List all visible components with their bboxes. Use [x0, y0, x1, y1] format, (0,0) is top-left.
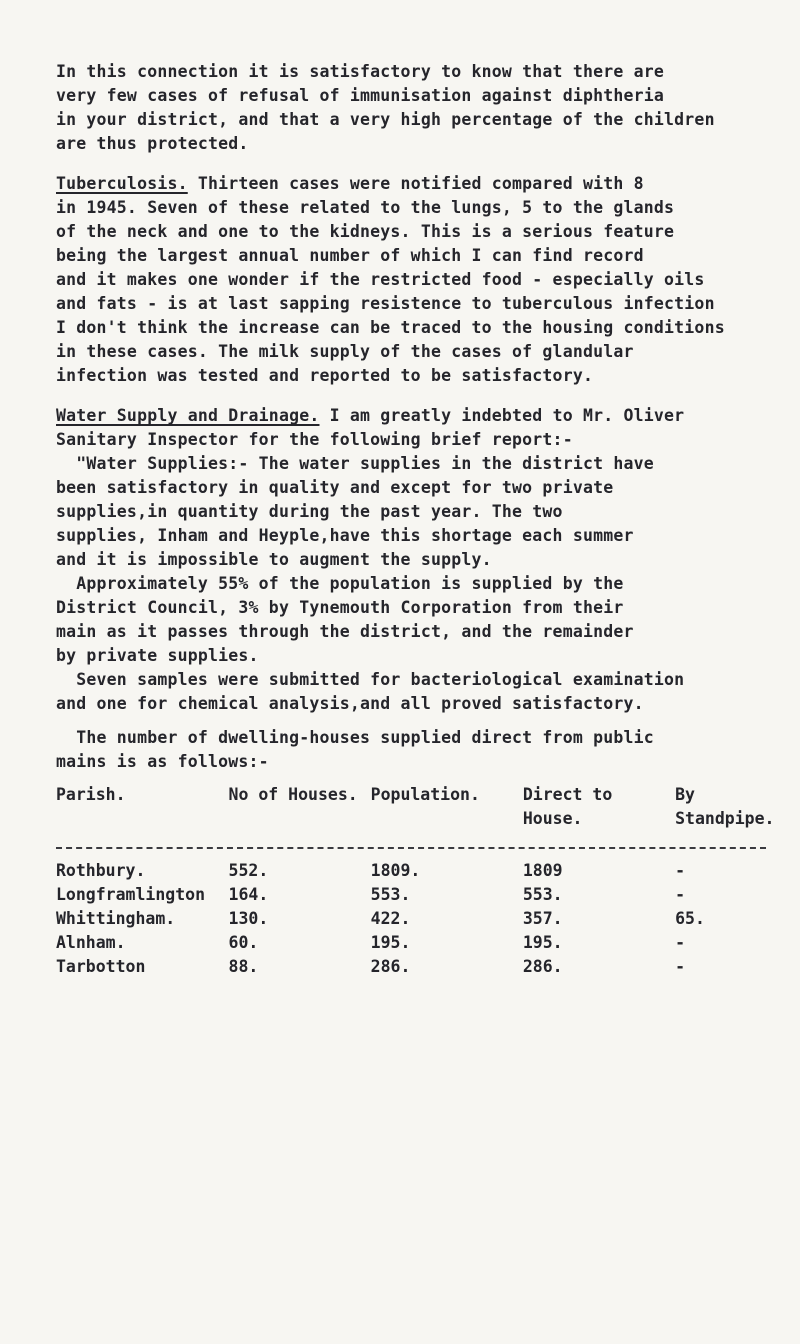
- cell-population: 553.: [370, 884, 411, 904]
- cell-parish: Longframlington: [56, 884, 206, 904]
- cell-population: 286.: [370, 956, 411, 976]
- cell-direct: 1809: [522, 860, 563, 880]
- paragraph-immunisation: [56, 60, 772, 156]
- cell-houses: 552.: [228, 860, 269, 880]
- text-line: in 1945. Seven of these related to the lungs, 5 to the glands: [56, 198, 675, 217]
- cell-houses: 130.: [228, 908, 269, 928]
- text-line: been satisfactory in quality and except for two private: [56, 478, 614, 497]
- text-line: The number of dwelling-houses supplied direct from public: [56, 728, 654, 747]
- text-line: supplies, Inham and Heyple,have this shortage each summer: [56, 526, 634, 545]
- cell-houses: 88.: [228, 956, 259, 976]
- header-population: Population.: [370, 784, 480, 804]
- header-houses: No of Houses.: [228, 784, 358, 804]
- text-line: being the largest annual number of which I can find record: [56, 246, 644, 265]
- table-row: [56, 882, 776, 906]
- section-heading-water-supply: Water Supply and Drainage.: [56, 406, 320, 425]
- text-line: Water Supply and Drainage. I am greatly indebted to Mr. Oliver: [56, 406, 685, 425]
- cell-direct: 357.: [522, 908, 563, 928]
- cell-parish: Alnham.: [56, 932, 126, 952]
- table-row: [56, 930, 776, 954]
- cell-parish: Whittingham.: [56, 908, 176, 928]
- cell-standpipe: -: [675, 932, 686, 952]
- text-line: Approximately 55% of the population is supplied by the: [56, 574, 624, 593]
- cell-houses: 60.: [228, 932, 259, 952]
- table-divider: [56, 834, 776, 858]
- cell-standpipe: -: [675, 956, 686, 976]
- text-line: Tuberculosis. Thirteen cases were notified compared with 8: [56, 174, 644, 193]
- cell-direct: 553.: [522, 884, 563, 904]
- header-by: By: [675, 784, 695, 804]
- text-line: very few cases of refusal of immunisation against diphtheria: [56, 86, 665, 105]
- paragraph-dwelling-houses: [56, 726, 772, 774]
- text-line: mains is as follows:-: [56, 752, 269, 771]
- text-line: Sanitary Inspector for the following brief report:-: [56, 430, 573, 449]
- table-row: [56, 906, 776, 930]
- text-line: main as it passes through the district, and the remainder: [56, 622, 634, 641]
- text-line: and it makes one wonder if the restricted food - especially oils: [56, 270, 705, 289]
- header-house: House.: [522, 808, 583, 828]
- text-line: and it is impossible to augment the supply.: [56, 550, 492, 569]
- paragraph-water-supplies-report: [56, 452, 772, 572]
- text-line: infection was tested and reported to be satisfactory.: [56, 366, 594, 385]
- paragraph-water-supply: [56, 404, 772, 452]
- cell-population: 1809.: [370, 860, 421, 880]
- header-standpipe: Standpipe.: [675, 808, 775, 828]
- cell-population: 422.: [370, 908, 411, 928]
- table-row: [56, 858, 776, 882]
- text-line: Seven samples were submitted for bacteriological examination: [56, 670, 685, 689]
- water-supply-table: [56, 782, 776, 978]
- text-line: in your district, and that a very high percentage of the children: [56, 110, 715, 129]
- text-line: and one for chemical analysis,and all proved satisfactory.: [56, 694, 644, 713]
- table-row: [56, 954, 776, 978]
- paragraph-population-supplied: [56, 572, 772, 668]
- text-line: I don't think the increase can be traced to the housing conditions: [56, 318, 725, 337]
- cell-standpipe: 65.: [675, 908, 705, 928]
- paragraph-samples: [56, 668, 772, 716]
- text-line: by private supplies.: [56, 646, 259, 665]
- cell-population: 195.: [370, 932, 411, 952]
- text-line: of the neck and one to the kidneys. This is a serious feature: [56, 222, 675, 241]
- cell-houses: 164.: [228, 884, 269, 904]
- text-line: In this connection it is satisfactory to know that there are: [56, 62, 665, 81]
- text-line: are thus protected.: [56, 134, 249, 153]
- cell-standpipe: -: [675, 884, 686, 904]
- cell-parish: Tarbotton: [56, 956, 146, 976]
- text-line: District Council, 3% by Tynemouth Corporation from their: [56, 598, 624, 617]
- header-direct: Direct to: [522, 784, 613, 804]
- cell-standpipe: -: [675, 860, 686, 880]
- text-line: in these cases. The milk supply of the cases of glandular: [56, 342, 634, 361]
- paragraph-tuberculosis: [56, 172, 772, 388]
- cell-parish: Rothbury.: [56, 860, 146, 880]
- section-heading-tuberculosis: Tuberculosis.: [56, 174, 188, 193]
- text-line: "Water Supplies:- The water supplies in the district have: [56, 454, 654, 473]
- dashed-rule: [56, 847, 766, 849]
- header-parish: Parish.: [56, 784, 126, 804]
- cell-direct: 286.: [522, 956, 563, 976]
- text-line: and fats - is at last sapping resistence to tuberculous infection: [56, 294, 715, 313]
- table-header-row: [56, 806, 776, 834]
- cell-direct: 195.: [522, 932, 563, 952]
- text-line: supplies,in quantity during the past year. The two: [56, 502, 563, 521]
- table-header-row: [56, 782, 776, 806]
